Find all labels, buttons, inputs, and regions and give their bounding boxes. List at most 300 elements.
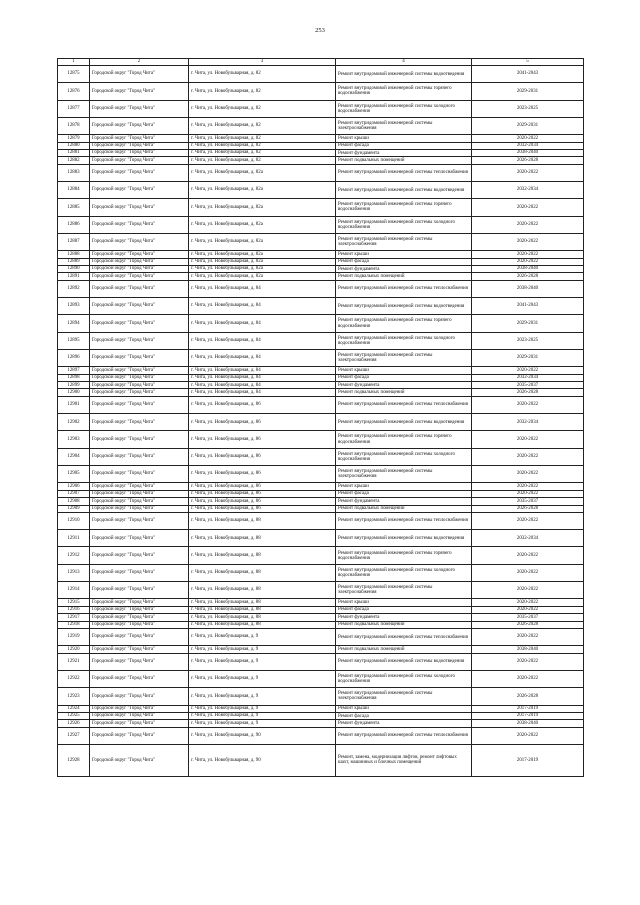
period-cell: 2032-2034 (472, 414, 584, 431)
table-row (58, 298, 584, 315)
municipality-cell: Городской округ "Город Чита" (90, 530, 189, 547)
table-row (58, 448, 584, 465)
period-cell: 2038-2040 (472, 720, 584, 727)
repair-schedule-table (57, 58, 584, 777)
work-type-cell: Ремонт внутридомовой инженерной системы теплоснабжения (336, 512, 472, 529)
table-row (58, 332, 584, 349)
table-row (58, 606, 584, 613)
municipality-cell: Городской округ "Город Чита" (90, 273, 189, 280)
table-row (58, 720, 584, 727)
work-type-cell: Ремонт внутридомовой инженерной системы горячего водоснабжения (336, 547, 472, 564)
period-cell: 2017-2019 (472, 744, 584, 776)
work-type-cell: Ремонт фасада (336, 712, 472, 719)
row-number-cell: 12922 (58, 670, 90, 687)
municipality-cell: Городской округ "Город Чита" (90, 614, 189, 621)
table-row (58, 258, 584, 265)
address-cell: г. Чита, ул. Новобульварная, д. 86 (189, 505, 336, 512)
work-type-cell: Ремонт подвальных помещений (336, 646, 472, 653)
address-cell: г. Чита, ул. Новобульварная, д. 82а (189, 182, 336, 199)
period-cell: 2020-2022 (472, 670, 584, 687)
municipality-cell: Городской округ "Город Чита" (90, 505, 189, 512)
row-number-cell: 12881 (58, 149, 90, 156)
municipality-cell: Городской округ "Город Чита" (90, 233, 189, 250)
table-row (58, 157, 584, 164)
period-cell: 2020-2022 (472, 512, 584, 529)
address-cell: г. Чита, ул. Новобульварная, д. 86 (189, 431, 336, 448)
work-type-cell: Ремонт внутридомовой инженерной системы горячего водоснабжения (336, 83, 472, 100)
table-row (58, 712, 584, 719)
row-number-cell: 12914 (58, 582, 90, 599)
municipality-cell: Городской округ "Город Чита" (90, 448, 189, 465)
work-type-cell: Ремонт внутридомовой инженерной системы водоотведения (336, 182, 472, 199)
work-type-cell: Ремонт крыши (336, 705, 472, 712)
work-type-cell: Ремонт внутридомовой инженерной системы водоотведения (336, 414, 472, 431)
address-cell: г. Чита, ул. Новобульварная, д. 88 (189, 582, 336, 599)
municipality-cell: Городской округ "Город Чита" (90, 298, 189, 315)
work-type-cell: Ремонт крыши (336, 251, 472, 258)
table-row (58, 100, 584, 117)
municipality-cell: Городской округ "Город Чита" (90, 157, 189, 164)
work-type-cell: Ремонт внутридомовой инженерной системы холодного водоснабжения (336, 448, 472, 465)
address-cell: г. Чита, ул. Новобульварная, д. 82а (189, 164, 336, 181)
row-number-cell: 12928 (58, 744, 90, 776)
period-cell: 2038-2040 (472, 280, 584, 297)
address-cell: г. Чита, ул. Новобульварная, д. 9 (189, 705, 336, 712)
table-row (58, 628, 584, 645)
table-row (58, 396, 584, 413)
period-cell: 2020-2022 (472, 258, 584, 265)
address-cell: г. Чита, ул. Новобульварная, д. 82 (189, 83, 336, 100)
row-number-cell: 12878 (58, 117, 90, 134)
period-cell: 2026-2028 (472, 505, 584, 512)
work-type-cell: Ремонт фундамента (336, 382, 472, 389)
work-type-cell: Ремонт фасада (336, 142, 472, 149)
table-row (58, 266, 584, 273)
row-number-cell: 12915 (58, 599, 90, 606)
period-cell: 2020-2022 (472, 606, 584, 613)
row-number-cell: 12906 (58, 483, 90, 490)
address-cell: г. Чита, ул. Новобульварная, д. 82а (189, 273, 336, 280)
municipality-cell: Городской округ "Город Чита" (90, 100, 189, 117)
work-type-cell: Ремонт фасада (336, 258, 472, 265)
work-type-cell: Ремонт внутридомовой инженерной системы холодного водоснабжения (336, 216, 472, 233)
row-number-cell: 12903 (58, 431, 90, 448)
period-cell: 2020-2022 (472, 490, 584, 497)
table-row (58, 705, 584, 712)
work-type-cell: Ремонт внутридомовой инженерной системы холодного водоснабжения (336, 670, 472, 687)
address-cell: г. Чита, ул. Новобульварная, д. 84 (189, 367, 336, 374)
table-row (58, 466, 584, 483)
row-number-cell: 12885 (58, 199, 90, 216)
address-cell: г. Чита, ул. Новобульварная, д. 86 (189, 466, 336, 483)
column-header: 1 (58, 59, 90, 66)
period-cell: 2038-2040 (472, 646, 584, 653)
address-cell: г. Чита, ул. Новобульварная, д. 84 (189, 315, 336, 332)
municipality-cell: Городской округ "Город Чита" (90, 349, 189, 366)
table-row (58, 199, 584, 216)
period-cell: 2032-2034 (472, 374, 584, 381)
work-type-cell: Ремонт крыши (336, 135, 472, 142)
work-type-cell: Ремонт подвальных помещений (336, 273, 472, 280)
work-type-cell: Ремонт подвальных помещений (336, 389, 472, 396)
address-cell: г. Чита, ул. Новобульварная, д. 86 (189, 448, 336, 465)
table-row (58, 149, 584, 156)
row-number-cell: 12913 (58, 564, 90, 581)
period-cell: 2020-2022 (472, 233, 584, 250)
period-cell: 2020-2022 (472, 628, 584, 645)
address-cell: г. Чита, ул. Новобульварная, д. 88 (189, 512, 336, 529)
period-cell: 2020-2022 (472, 431, 584, 448)
row-number-cell: 12904 (58, 448, 90, 465)
row-number-cell: 12899 (58, 382, 90, 389)
row-number-cell: 12905 (58, 466, 90, 483)
municipality-cell: Городской округ "Город Чита" (90, 483, 189, 490)
municipality-cell: Городской округ "Город Чита" (90, 606, 189, 613)
row-number-cell: 12918 (58, 621, 90, 628)
row-number-cell: 12889 (58, 258, 90, 265)
municipality-cell: Городской округ "Город Чита" (90, 646, 189, 653)
address-cell: г. Чита, ул. Новобульварная, д. 82а (189, 233, 336, 250)
table-row (58, 273, 584, 280)
address-cell: г. Чита, ул. Новобульварная, д. 88 (189, 530, 336, 547)
address-cell: г. Чита, ул. Новобульварная, д. 88 (189, 614, 336, 621)
row-number-cell: 12897 (58, 367, 90, 374)
row-number-cell: 12902 (58, 414, 90, 431)
period-cell: 2020-2022 (472, 396, 584, 413)
work-type-cell: Ремонт крыши (336, 483, 472, 490)
address-cell: г. Чита, ул. Новобульварная, д. 82 (189, 66, 336, 83)
period-cell: 2020-2022 (472, 135, 584, 142)
work-type-cell: Ремонт внутридомовой инженерной системы электроснабжения (336, 582, 472, 599)
municipality-cell: Городской округ "Город Чита" (90, 512, 189, 529)
period-cell: 2026-2028 (472, 688, 584, 705)
row-number-cell: 12917 (58, 614, 90, 621)
address-cell: г. Чита, ул. Новобульварная, д. 86 (189, 490, 336, 497)
address-cell: г. Чита, ул. Новобульварная, д. 84 (189, 298, 336, 315)
municipality-cell: Городской округ "Город Чита" (90, 389, 189, 396)
work-type-cell: Ремонт внутридомовой инженерной системы водоотведения (336, 298, 472, 315)
work-type-cell: Ремонт фундамента (336, 614, 472, 621)
period-cell: 2020-2022 (472, 367, 584, 374)
work-type-cell: Ремонт подвальных помещений (336, 621, 472, 628)
period-cell: 2041-2043 (472, 298, 584, 315)
period-cell: 2023-2025 (472, 100, 584, 117)
address-cell: г. Чита, ул. Новобульварная, д. 82а (189, 258, 336, 265)
address-cell: г. Чита, ул. Новобульварная, д. 90 (189, 727, 336, 744)
period-cell: 2029-2031 (472, 349, 584, 366)
row-number-cell: 12884 (58, 182, 90, 199)
address-cell: г. Чита, ул. Новобульварная, д. 82 (189, 142, 336, 149)
table-row (58, 614, 584, 621)
table-row (58, 66, 584, 83)
municipality-cell: Городской округ "Город Чита" (90, 216, 189, 233)
address-cell: г. Чита, ул. Новобульварная, д. 84 (189, 382, 336, 389)
work-type-cell: Ремонт внутридомовой инженерной системы водоотведения (336, 66, 472, 83)
address-cell: г. Чита, ул. Новобульварная, д. 88 (189, 599, 336, 606)
work-type-cell: Ремонт внутридомовой инженерной системы холодного водоснабжения (336, 100, 472, 117)
municipality-cell: Городской округ "Город Чита" (90, 628, 189, 645)
work-type-cell: Ремонт внутридомовой инженерной системы электроснабжения (336, 688, 472, 705)
municipality-cell: Городской округ "Город Чита" (90, 720, 189, 727)
table-row (58, 547, 584, 564)
row-number-cell: 12927 (58, 727, 90, 744)
municipality-cell: Городской округ "Город Чита" (90, 149, 189, 156)
municipality-cell: Городской округ "Город Чита" (90, 199, 189, 216)
row-number-cell: 12909 (58, 505, 90, 512)
period-cell: 2020-2022 (472, 251, 584, 258)
table-row (58, 512, 584, 529)
row-number-cell: 12896 (58, 349, 90, 366)
municipality-cell: Городской округ "Город Чита" (90, 266, 189, 273)
municipality-cell: Городской округ "Город Чита" (90, 135, 189, 142)
municipality-cell: Городской округ "Город Чита" (90, 374, 189, 381)
address-cell: г. Чита, ул. Новобульварная, д. 9 (189, 628, 336, 645)
table-row (58, 431, 584, 448)
row-number-cell: 12895 (58, 332, 90, 349)
table-row (58, 374, 584, 381)
address-cell: г. Чита, ул. Новобульварная, д. 86 (189, 483, 336, 490)
municipality-cell: Городской округ "Город Чита" (90, 670, 189, 687)
address-cell: г. Чита, ул. Новобульварная, д. 86 (189, 498, 336, 505)
period-cell: 2041-2043 (472, 66, 584, 83)
address-cell: г. Чита, ул. Новобульварная, д. 82а (189, 251, 336, 258)
address-cell: г. Чита, ул. Новобульварная, д. 84 (189, 349, 336, 366)
municipality-cell: Городской округ "Город Чита" (90, 251, 189, 258)
work-type-cell: Ремонт подвальных помещений (336, 505, 472, 512)
row-number-cell: 12900 (58, 389, 90, 396)
address-cell: г. Чита, ул. Новобульварная, д. 86 (189, 414, 336, 431)
table-row (58, 164, 584, 181)
work-type-cell: Ремонт внутридомовой инженерной системы теплоснабжения (336, 727, 472, 744)
period-cell: 2026-2028 (472, 389, 584, 396)
municipality-cell: Городской округ "Город Чита" (90, 744, 189, 776)
period-cell: 2020-2022 (472, 564, 584, 581)
municipality-cell: Городской округ "Город Чита" (90, 367, 189, 374)
municipality-cell: Городской округ "Город Чита" (90, 396, 189, 413)
table-row (58, 83, 584, 100)
table-row (58, 646, 584, 653)
period-cell: 2032-2034 (472, 142, 584, 149)
municipality-cell: Городской округ "Город Чита" (90, 414, 189, 431)
work-type-cell: Ремонт внутридомовой инженерной системы горячего водоснабжения (336, 315, 472, 332)
period-cell: 2020-2022 (472, 653, 584, 670)
period-cell: 2035-2037 (472, 382, 584, 389)
table-row (58, 727, 584, 744)
period-cell: 2020-2022 (472, 547, 584, 564)
municipality-cell: Городской округ "Город Чита" (90, 258, 189, 265)
work-type-cell: Ремонт фундамента (336, 720, 472, 727)
period-cell: 2032-2034 (472, 530, 584, 547)
address-cell: г. Чита, ул. Новобульварная, д. 90 (189, 744, 336, 776)
row-number-cell: 12901 (58, 396, 90, 413)
period-cell: 2020-2022 (472, 448, 584, 465)
table-row (58, 349, 584, 366)
table-row (58, 505, 584, 512)
table-row (58, 142, 584, 149)
row-number-cell: 12907 (58, 490, 90, 497)
work-type-cell: Ремонт внутридомовой инженерной системы водоотведения (336, 530, 472, 547)
column-header: 5 (472, 59, 584, 66)
municipality-cell: Городской округ "Город Чита" (90, 315, 189, 332)
municipality-cell: Городской округ "Город Чита" (90, 182, 189, 199)
table-row (58, 483, 584, 490)
municipality-cell: Городской округ "Город Чита" (90, 564, 189, 581)
table-row (58, 367, 584, 374)
row-number-cell: 12925 (58, 712, 90, 719)
table-row (58, 382, 584, 389)
row-number-cell: 12877 (58, 100, 90, 117)
address-cell: г. Чита, ул. Новобульварная, д. 88 (189, 547, 336, 564)
address-cell: г. Чита, ул. Новобульварная, д. 9 (189, 670, 336, 687)
period-cell: 2029-2031 (472, 83, 584, 100)
municipality-cell: Городской округ "Город Чита" (90, 599, 189, 606)
period-cell: 2026-2028 (472, 273, 584, 280)
municipality-cell: Городской округ "Город Чита" (90, 498, 189, 505)
work-type-cell: Ремонт внутридомовой инженерной системы теплоснабжения (336, 280, 472, 297)
row-number-cell: 12919 (58, 628, 90, 645)
work-type-cell: Ремонт внутридомовой инженерной системы теплоснабжения (336, 164, 472, 181)
work-type-cell: Ремонт внутридомовой инженерной системы горячего водоснабжения (336, 431, 472, 448)
column-header: 4 (336, 59, 472, 66)
municipality-cell: Городской округ "Город Чита" (90, 727, 189, 744)
table-row (58, 389, 584, 396)
work-type-cell: Ремонт внутридомовой инженерной системы электроснабжения (336, 349, 472, 366)
table-row (58, 564, 584, 581)
work-type-cell: Ремонт внутридомовой инженерной системы электроснабжения (336, 117, 472, 134)
table-row (58, 744, 584, 776)
address-cell: г. Чита, ул. Новобульварная, д. 82 (189, 157, 336, 164)
municipality-cell: Городской округ "Город Чита" (90, 142, 189, 149)
municipality-cell: Городской округ "Город Чита" (90, 621, 189, 628)
period-cell: 2032-2034 (472, 182, 584, 199)
row-number-cell: 12926 (58, 720, 90, 727)
address-cell: г. Чита, ул. Новобульварная, д. 9 (189, 653, 336, 670)
work-type-cell: Ремонт подвальных помещений (336, 157, 472, 164)
municipality-cell: Городской округ "Город Чита" (90, 490, 189, 497)
municipality-cell: Городской округ "Город Чита" (90, 431, 189, 448)
column-header: 2 (90, 59, 189, 66)
column-header: 3 (189, 59, 336, 66)
period-cell: 2029-2031 (472, 117, 584, 134)
period-cell: 2020-2022 (472, 582, 584, 599)
table-row (58, 490, 584, 497)
period-cell: 2020-2022 (472, 164, 584, 181)
address-cell: г. Чита, ул. Новобульварная, д. 84 (189, 332, 336, 349)
municipality-cell: Городской округ "Город Чита" (90, 688, 189, 705)
address-cell: г. Чита, ул. Новобульварная, д. 84 (189, 374, 336, 381)
row-number-cell: 12890 (58, 266, 90, 273)
address-cell: г. Чита, ул. Новобульварная, д. 84 (189, 389, 336, 396)
table-row (58, 280, 584, 297)
municipality-cell: Городской округ "Город Чита" (90, 547, 189, 564)
address-cell: г. Чита, ул. Новобульварная, д. 9 (189, 712, 336, 719)
municipality-cell: Городской округ "Город Чита" (90, 712, 189, 719)
table-row (58, 315, 584, 332)
table-row (58, 216, 584, 233)
row-number-cell: 12911 (58, 530, 90, 547)
period-cell: 2020-2022 (472, 216, 584, 233)
period-cell: 2026-2028 (472, 157, 584, 164)
period-cell: 2029-2031 (472, 315, 584, 332)
period-cell: 2017-2019 (472, 712, 584, 719)
page-number: 253 (315, 27, 325, 34)
work-type-cell: Ремонт внутридомовой инженерной системы холодного водоснабжения (336, 564, 472, 581)
work-type-cell: Ремонт фасада (336, 606, 472, 613)
period-cell: 2020-2022 (472, 483, 584, 490)
row-number-cell: 12886 (58, 216, 90, 233)
address-cell: г. Чита, ул. Новобульварная, д. 86 (189, 396, 336, 413)
table-row (58, 653, 584, 670)
row-number-cell: 12887 (58, 233, 90, 250)
row-number-cell: 12888 (58, 251, 90, 258)
row-number-cell: 12924 (58, 705, 90, 712)
address-cell: г. Чита, ул. Новобульварная, д. 82а (189, 199, 336, 216)
work-type-cell: Ремонт фундамента (336, 266, 472, 273)
address-cell: г. Чита, ул. Новобульварная, д. 88 (189, 606, 336, 613)
table-row (58, 233, 584, 250)
period-cell: 2020-2022 (472, 727, 584, 744)
table-row (58, 582, 584, 599)
municipality-cell: Городской округ "Город Чита" (90, 582, 189, 599)
table-row (58, 670, 584, 687)
work-type-cell: Ремонт внутридомовой инженерной системы теплоснабжения (336, 628, 472, 645)
row-number-cell: 12916 (58, 606, 90, 613)
address-cell: г. Чита, ул. Новобульварная, д. 82а (189, 216, 336, 233)
row-number-cell: 12912 (58, 547, 90, 564)
period-cell: 2020-2022 (472, 599, 584, 606)
municipality-cell: Городской округ "Город Чита" (90, 280, 189, 297)
row-number-cell: 12894 (58, 315, 90, 332)
work-type-cell: Ремонт фундамента (336, 149, 472, 156)
row-number-cell: 12882 (58, 157, 90, 164)
row-number-cell: 12892 (58, 280, 90, 297)
work-type-cell: Ремонт внутридомовой инженерной системы холодного водоснабжения (336, 332, 472, 349)
address-cell: г. Чита, ул. Новобульварная, д. 88 (189, 621, 336, 628)
row-number-cell: 12921 (58, 653, 90, 670)
municipality-cell: Городской округ "Город Чита" (90, 164, 189, 181)
work-type-cell: Ремонт, замена, модернизация лифтов, ремонт лифтовых шахт, машинных и блочных помещений (336, 744, 472, 776)
work-type-cell: Ремонт крыши (336, 599, 472, 606)
address-cell: г. Чита, ул. Новобульварная, д. 82 (189, 149, 336, 156)
table-row (58, 530, 584, 547)
table-row (58, 498, 584, 505)
table-row (58, 182, 584, 199)
address-cell: г. Чита, ул. Новобульварная, д. 9 (189, 688, 336, 705)
period-cell: 2038-2040 (472, 266, 584, 273)
municipality-cell: Городской округ "Город Чита" (90, 83, 189, 100)
address-cell: г. Чита, ул. Новобульварная, д. 88 (189, 564, 336, 581)
address-cell: г. Чита, ул. Новобульварная, д. 82 (189, 117, 336, 134)
table-row (58, 135, 584, 142)
address-cell: г. Чита, ул. Новобульварная, д. 84 (189, 280, 336, 297)
table-row (58, 621, 584, 628)
table-row (58, 688, 584, 705)
municipality-cell: Городской округ "Город Чита" (90, 332, 189, 349)
work-type-cell: Ремонт внутридомовой инженерной системы теплоснабжения (336, 396, 472, 413)
row-number-cell: 12883 (58, 164, 90, 181)
row-number-cell: 12880 (58, 142, 90, 149)
work-type-cell: Ремонт крыши (336, 367, 472, 374)
table-row (58, 599, 584, 606)
row-number-cell: 12876 (58, 83, 90, 100)
address-cell: г. Чита, ул. Новобульварная, д. 9 (189, 646, 336, 653)
period-cell: 2017-2019 (472, 705, 584, 712)
municipality-cell: Городской округ "Город Чита" (90, 66, 189, 83)
table-header-row (58, 59, 584, 66)
period-cell: 2020-2022 (472, 466, 584, 483)
row-number-cell: 12908 (58, 498, 90, 505)
period-cell: 2038-2040 (472, 149, 584, 156)
